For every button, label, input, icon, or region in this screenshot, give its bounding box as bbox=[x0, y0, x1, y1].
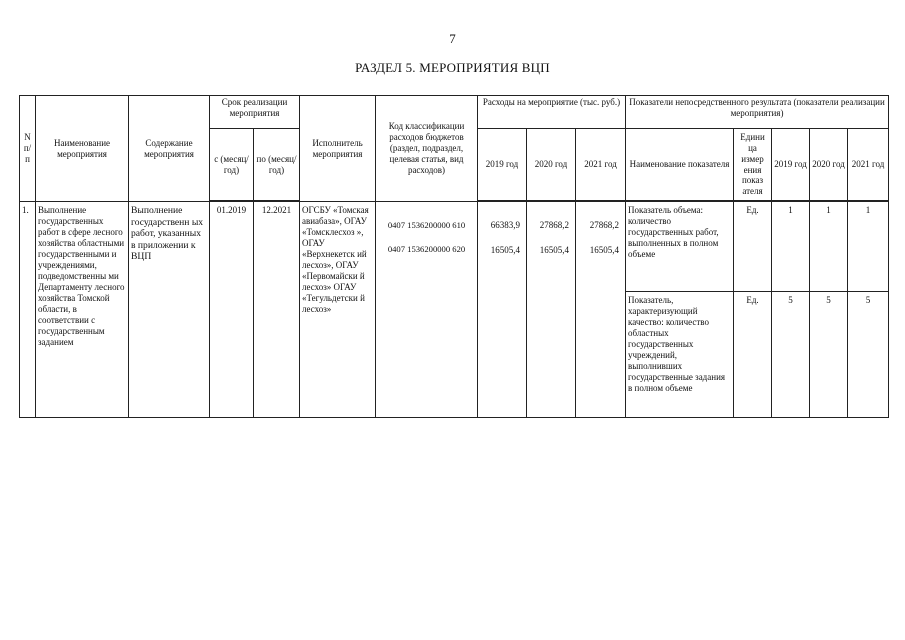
header-content: Содержание мероприятия bbox=[129, 96, 210, 202]
ind2-2021: 5 bbox=[848, 292, 889, 418]
code-1: 0407 1536200000 610 bbox=[387, 220, 466, 230]
code-2: 0407 1536200000 620 bbox=[387, 244, 466, 255]
ind1-2021: 1 bbox=[848, 202, 889, 292]
measures-table bbox=[19, 95, 889, 418]
header-period: Срок реализации мероприятия bbox=[210, 96, 300, 129]
header-row-1 bbox=[20, 96, 889, 129]
header-expenses: Расходы на мероприятие (тыс. руб.) bbox=[478, 96, 626, 129]
header-exp-2019: 2019 год bbox=[478, 129, 527, 201]
row-exp-2021 bbox=[576, 202, 626, 418]
exp-2019-2: 16505,4 bbox=[490, 244, 520, 255]
header-ind-2021: 2021 год bbox=[848, 129, 889, 201]
row-num: 1. bbox=[20, 202, 36, 418]
header-indicators: Показатели непосредственного результата (показатели реализации мероприятия) bbox=[626, 96, 889, 129]
ind1-name: Показатель объема: количество государственных работ, выполненных в полном объеме bbox=[626, 202, 734, 292]
header-ind-name: Наименование показателя bbox=[626, 129, 734, 201]
ind2-unit: Ед. bbox=[734, 292, 772, 418]
exp-2021-1: 27868,2 bbox=[589, 220, 620, 230]
ind1-2019: 1 bbox=[772, 202, 810, 292]
table-row bbox=[20, 202, 889, 292]
header-code: Код классификации расходов бюджетов (раздел, подраздел, целевая статья, вид расходов) bbox=[376, 96, 478, 202]
header-period-from: с (месяц/ год) bbox=[210, 129, 254, 201]
header-ind-2019: 2019 год bbox=[772, 129, 810, 201]
exp-2020-1: 27868,2 bbox=[539, 220, 569, 230]
header-exp-2020: 2020 год bbox=[527, 129, 576, 201]
header-name: Наименование мероприятия bbox=[36, 96, 129, 202]
row-exp-2019 bbox=[478, 202, 527, 418]
ind2-2020: 5 bbox=[810, 292, 848, 418]
row-name: Выполнение государственных работ в сфере лесного хозяйства областными государственными и учреждениями, подведомственны ми Департаменту лесного хозяйства Томской области, в соответствии с государственным заданием bbox=[36, 202, 129, 418]
header-ind-2020: 2020 год bbox=[810, 129, 848, 201]
row-executor: ОГСБУ «Томская авиабаза», ОГАУ «Томсклесхоз », ОГАУ «Верхнекетск ий лесхоз», ОГАУ «Первомайски й лесхоз» ОГАУ «Тегульдетски й лесхоз» bbox=[300, 202, 376, 418]
header-ind-unit: Едини ца измер ения показ ателя bbox=[734, 129, 772, 201]
ind1-2020: 1 bbox=[810, 202, 848, 292]
ind2-name: Показатель, характеризующий качество: количество областных государственных учреждений, выполнивших государственные задания в полном объеме bbox=[626, 292, 734, 418]
row-codes bbox=[376, 202, 478, 418]
page-number: 7 bbox=[449, 31, 456, 46]
exp-2019-1: 66383,9 bbox=[490, 220, 520, 230]
row-exp-2020 bbox=[527, 202, 576, 418]
header-period-to: по (месяц/ год) bbox=[254, 129, 300, 201]
row-content: Выполнение государственн ых работ, указанных в приложении к ВЦП bbox=[129, 202, 210, 418]
ind1-unit: Ед. bbox=[734, 202, 772, 292]
exp-2021-2: 16505,4 bbox=[589, 244, 620, 255]
exp-2020-2: 16505,4 bbox=[539, 244, 569, 255]
header-exp-2021: 2021 год bbox=[576, 129, 626, 201]
ind2-2019: 5 bbox=[772, 292, 810, 418]
row-from: 01.2019 bbox=[210, 202, 254, 418]
section-title: РАЗДЕЛ 5. МЕРОПРИЯТИЯ ВЦП bbox=[355, 60, 550, 75]
header-executor: Исполнитель мероприятия bbox=[300, 96, 376, 202]
row-to: 12.2021 bbox=[254, 202, 300, 418]
header-num: N п/ п bbox=[20, 96, 36, 202]
